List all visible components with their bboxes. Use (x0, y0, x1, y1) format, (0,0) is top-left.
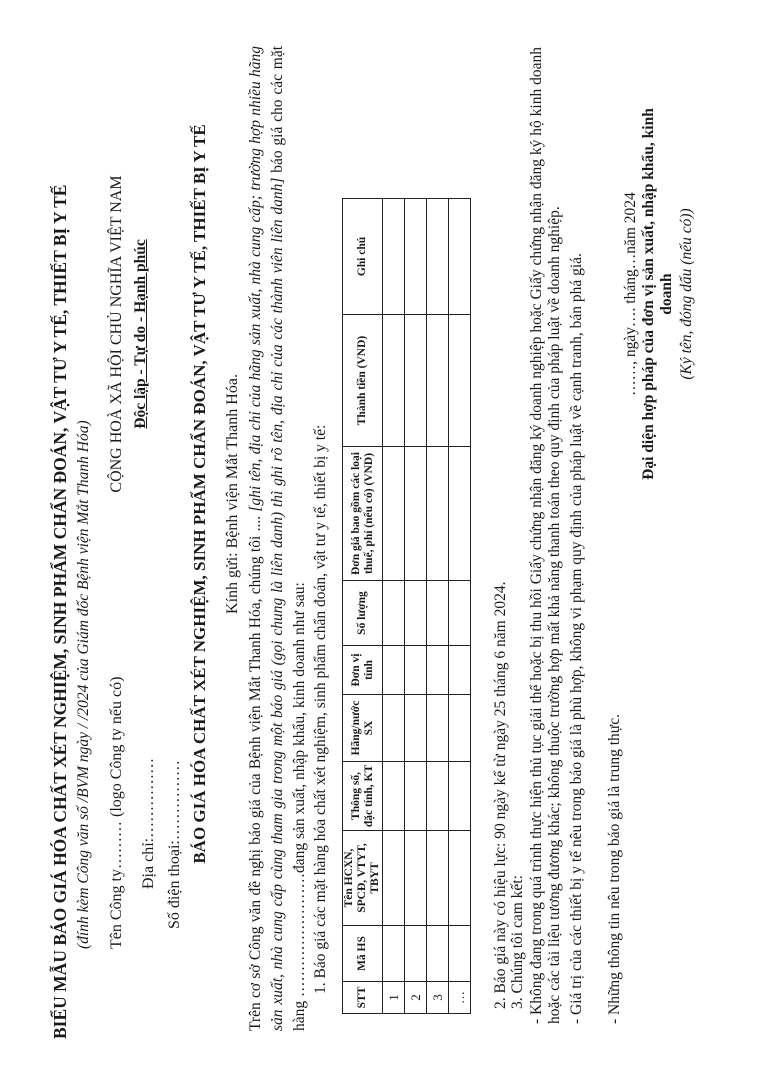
company-name: Tên Công ty……… (logo Công ty nếu có) (108, 676, 125, 949)
table-row (449, 199, 471, 1014)
intro-italic-note: [ghi tên, địa chỉ của hãng sản xuất, nhà cung cấp; trường hợp nhiều hãng sản xuất, nhà cung cấp cùng tham gia trong một báo giá (gọi chung là liên danh) thì ghi rõ tên, địa chỉ của các thành viên liên danh] (247, 46, 286, 1031)
signature-title: Đại diện hợp pháp của đơn vị sản xuất, nhập khẩu, kinh doanh (640, 108, 675, 480)
signature-note: (Ký tên, đóng dấu (nếu có)) (678, 208, 695, 380)
row-number: 3 (427, 982, 449, 1014)
intro-paragraph (245, 46, 311, 1031)
table-row (427, 199, 449, 1014)
recipient: Kính gửi: Bệnh viện Mắt Thanh Hóa. (224, 374, 241, 614)
col-header-specs: Thông số, đặc tính, KT (343, 762, 383, 831)
company-address: Địa chỉ:…………… (140, 757, 157, 889)
nation-motto: Độc lập - Tự do - Hạnh phúc (132, 239, 149, 429)
col-header-hs-code: Mã HS (343, 926, 383, 982)
company-phone: Số điện thoại:…………… (166, 760, 183, 929)
item-3-commitment: 3. Chúng tôi cam kết: (509, 875, 526, 1009)
commitment-2: - Giá trị của các thiết bị y tế nêu trong báo giá là phù hợp, không vi phạm quy định của pháp luật về cạnh tranh, bán phá giá. (568, 253, 585, 1024)
form-title: BIỂU MẪU BÁO GIÁ HÓA CHẤT XÉT NGHIỆM, SINH PHẨM CHẨN ĐOÁN, VẬT TƯ Y TẾ, THIẾT BỊ Y TẾ (50, 184, 70, 1039)
commitment-3: - Những thông tin nêu trong báo giá là trung thực. (606, 714, 623, 1024)
commitment-1: - Không đang trong quá trình thực hiện thủ tục giải thể hoặc bị thu hồi Giấy chứng nhận đăng ký doanh nghiệp hoặc Giấy chứng nhận đăng ký hộ kinh doanh hoặc các tài liệu tương đương khác; không thuộc trường hợp mất khả năng thanh toán theo quy định của pháp luật về doanh nghiệp. (528, 47, 563, 1024)
row-number: 2 (405, 982, 427, 1014)
document-title: BÁO GIÁ HÓA CHẤT XÉT NGHIỆM, SINH PHẨM CHẨN ĐOÁN, VẬT TƯ Y TẾ, THIẾT BỊ Y TẾ (190, 124, 209, 864)
price-table (342, 198, 471, 1014)
table-header-row (343, 199, 383, 1014)
col-header-quantity: Số lượng (343, 581, 383, 646)
col-header-item-name: Tên HCXN, SPCĐ, VTYT, TBYT (343, 831, 383, 926)
col-header-total: Thành tiền (VND) (343, 315, 383, 447)
form-subtitle: (đính kèm Công văn số /BVM ngày / /2024 của Giám đốc Bệnh viện Mắt Thanh Hóa) (75, 420, 92, 949)
row-number: … (449, 982, 471, 1014)
intro-text: Trên cơ sở Công văn đề nghị báo giá của Bệnh viện Mắt Thanh Hóa, chúng tôi .... (247, 511, 264, 1031)
col-header-manufacturer: Hãng/nước SX (343, 695, 383, 762)
table-row (405, 199, 427, 1014)
col-header-stt: STT (343, 982, 383, 1014)
intro-text-end: báo giá cho các mặt hàng ……………………đang sản xuất, nhập khẩu, kinh doanh như sau: (269, 45, 308, 1031)
item-1: 1. Báo giá các mặt hàng hóa chất xét nghiệm, sinh phẩm chẩn đoán, vật tư y tế, thiết bị y tế: (312, 424, 329, 994)
col-header-unit-price: Đơn giá bao gồm các loại thuế, phí (nếu có) (VND) (343, 447, 383, 581)
col-header-note: Ghi chú (343, 199, 383, 315)
row-number: 1 (383, 982, 405, 1014)
nation-name: CỘNG HOÀ XÃ HỘI CHỦ NGHĨA VIỆT NAM (108, 175, 125, 493)
col-header-unit: Đơn vị tính (343, 646, 383, 695)
item-2-validity: 2. Báo giá này có hiệu lực: 90 ngày kể từ ngày 25 tháng 6 năm 2024. (492, 581, 509, 1009)
signature-date: ……, ngày…. tháng…năm 2024 (622, 192, 639, 396)
table-row (383, 199, 405, 1014)
